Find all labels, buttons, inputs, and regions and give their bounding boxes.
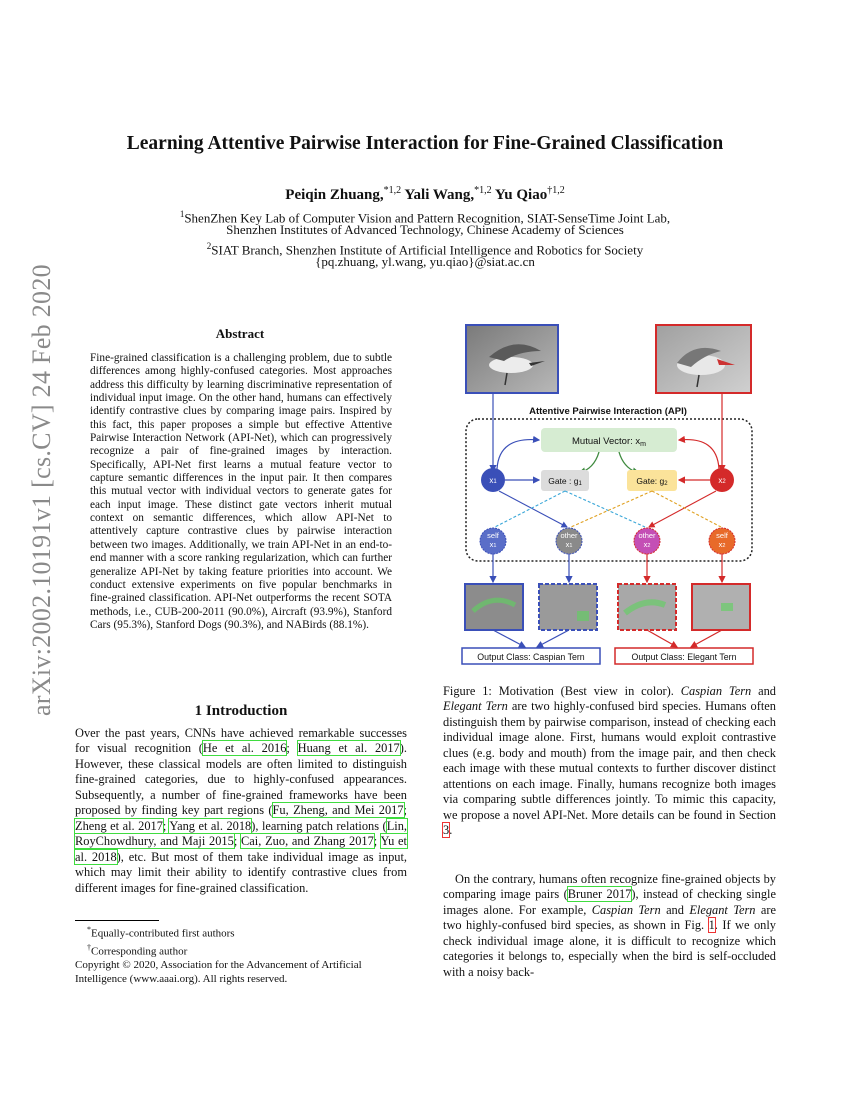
affiliation-line: $^2$SIAT Branch, Shenzhen Institute of Artificial Intelligence and Robotics for Society <box>206 241 644 258</box>
citation-link[interactable]: Fu, Zheng, and Mei 2017 <box>272 803 404 818</box>
citation-link[interactable]: Zheng et al. 2017 <box>75 818 163 833</box>
svg-text:x2: x2 <box>643 540 651 549</box>
attention-map-self-x1 <box>465 584 523 630</box>
attention-map-other-x2 <box>618 584 676 630</box>
section-heading: 1 Introduction <box>194 703 288 719</box>
intro-paragraph: Over the past years, CNNs have achieved remarkable successes for visual recognition (He et al. 2016; Huang et al. 2017). However, these classical models are often limited to distinguish fine-grained categories, due to highly-confused appearances. Subsequently, a number of fine-grained frameworks have been proposed by finding key part regions (Fu, Zheng, and Mei 2017; Zheng et al. 2017; Yang et al. 2018), learning patch relations (Lin, RoyChowdhury, and Maji 2015; Cai, Zuo, and Zhang 2017; Yu et al. 2018), etc. But most of them take individual image as input, which may limit their ability to identify contrastive clues from different images for fine-grained classification. <box>75 726 408 895</box>
svg-text:self: self <box>716 531 728 540</box>
svg-text:x2: x2 <box>718 476 726 485</box>
svg-text:other: other <box>638 531 656 540</box>
author-name: Peiqin Zhuang, <box>285 187 384 203</box>
affiliation-line: $^1$ShenZhen Key Lab of Computer Vision and Pattern Recognition, SIAT-SenseTime Joint Lab, <box>179 209 671 226</box>
author-name: Yali Wang, <box>404 187 475 203</box>
svg-text:Output Class: Caspian Tern: Output Class: Caspian Tern <box>477 652 585 662</box>
paper-title: Learning Attentive Pairwise Interaction for Fine-Grained Classification <box>126 133 724 154</box>
section-ref-link[interactable]: 3 <box>443 823 450 838</box>
svg-text:Gate : g1: Gate : g1 <box>548 476 582 487</box>
attention-map-other-x1 <box>539 584 597 630</box>
caspian-tern-photo <box>466 325 558 393</box>
author-sup: *1,2 <box>474 185 492 196</box>
email-line: {pq.zhuang, yl.wang, yu.qiao}@siat.ac.cn <box>315 254 535 269</box>
citation-link[interactable]: Bruner 2017 <box>567 887 632 902</box>
citation-link[interactable]: He et al. 2016 <box>202 741 287 756</box>
svg-text:other: other <box>560 531 578 540</box>
citation-link[interactable]: Yu et al. 2018 <box>75 834 408 864</box>
svg-text:x1: x1 <box>565 540 573 549</box>
figure-ref-link[interactable]: 1 <box>708 918 715 933</box>
affiliation-line: Shenzhen Institutes of Advanced Technology, Chinese Academy of Sciences <box>226 222 624 237</box>
copyright-notice: Copyright © 2020, Association for the Advancement of Artificial Intelligence (www.aaai.org). All rights reserved. <box>75 959 362 986</box>
svg-text:Mutual Vector: xm: Mutual Vector: $x_m$ <box>572 436 646 448</box>
api-title: Attentive Pairwise Interaction (API) <box>529 406 687 417</box>
citation-link[interactable]: Yang et al. 2018 <box>169 818 252 833</box>
abstract-text: Fine-grained classification is a challenging problem, due to subtle differences among highly-confused categories. Most approaches address this difficulty by learning discriminative representation of individual input image. On the other hand, humans can effectively identify contrastive clues by comparing image pairs. Inspired by this fact, this paper proposes a simple but effective Attentive Pairwise Interaction Network (API-Net), which can progressively recognize a pair of fine-grained images by interaction. Specifically, API-Net first learns a mutual feature vector to capture semantic differences in the input pair. It then compares this mutual vector with individual vectors to generate gates for each input image. These distinct gate vectors inherit mutual context on semantic differences, which allow API-Net to attentively capture contrastive clues by pairwise interaction between two images. Additionally, we train API-Net in an end-to-end manner with a score ranking regularization, which can further generalize API-Net by taking feature priorities into account. We conduct extensive experiments on five popular benchmarks in fine-grained classification. API-Net outperforms the recent SOTA methods, i.e., CUB-200-2011 (90.0%), Aircraft (93.9%), Stanford Cars (95.3%), Stanford Dogs (90.3%), and NABirds (88.1%). <box>90 352 392 631</box>
citation-link[interactable]: Cai, Zuo, and Zhang 2017 <box>241 834 374 849</box>
elegant-tern-photo <box>656 325 751 393</box>
figure-api-motivation <box>459 321 757 667</box>
svg-text:self: self <box>487 531 499 540</box>
svg-text:Gate: g2: Gate: g2 <box>636 476 668 487</box>
footnotes <box>75 923 407 986</box>
author-sup: †1,2 <box>547 185 565 196</box>
body-paragraph: On the contrary, humans often recognize fine-grained objects by comparing image pairs (Bruner 2017), instead of checking single images alone. For example, Caspian Tern and Elegant Tern are two highly-confused bird species, as shown in Fig. 1. If we only check individual image alone, it is difficult to recognize which categories it belongs to, especially when the bird is self-occluded with a noisy back- <box>443 872 776 979</box>
svg-text:x2: x2 <box>718 540 726 549</box>
svg-text:x1: x1 <box>489 476 497 485</box>
citation-link[interactable]: Lin, RoyChowdhury, and Maji 2015 <box>75 818 407 849</box>
svg-text:x1: x1 <box>489 540 497 549</box>
arxiv-watermark: arXiv:2002.10191v1 [cs.CV] 24 Feb 2020 <box>27 264 56 716</box>
figure-caption: Figure 1: Motivation (Best view in color). Caspian Tern and Elegant Tern are two highly-confused bird species. Humans often distinguish them by pairwise comparison, instead of checking each individual image alone. First, humans would exploit contrastive clues (e.g. body and mouth) from the image pair, and then check each image with these mutual contexts to further discover distinct attentions on each image. Finally, humans recognize both images via comparing subtle differences jointly. To mimic this capacity, we propose a novel API-Net. More details can be found in Section 3. <box>443 684 776 838</box>
author-list <box>0 185 850 204</box>
footnote: †Corresponding author <box>87 942 188 958</box>
footnote: *Equally-contributed first authors <box>87 925 235 940</box>
footnote-rule <box>75 920 159 921</box>
author-name: Yu Qiao <box>494 187 548 203</box>
abstract-heading: Abstract <box>215 326 265 341</box>
author-sup: *1,2 <box>383 185 402 196</box>
citation-link[interactable]: Huang et al. 2017 <box>297 741 400 756</box>
svg-text:Output Class: Elegant Tern: Output Class: Elegant Tern <box>631 652 737 662</box>
attention-map-self-x2 <box>692 584 750 630</box>
